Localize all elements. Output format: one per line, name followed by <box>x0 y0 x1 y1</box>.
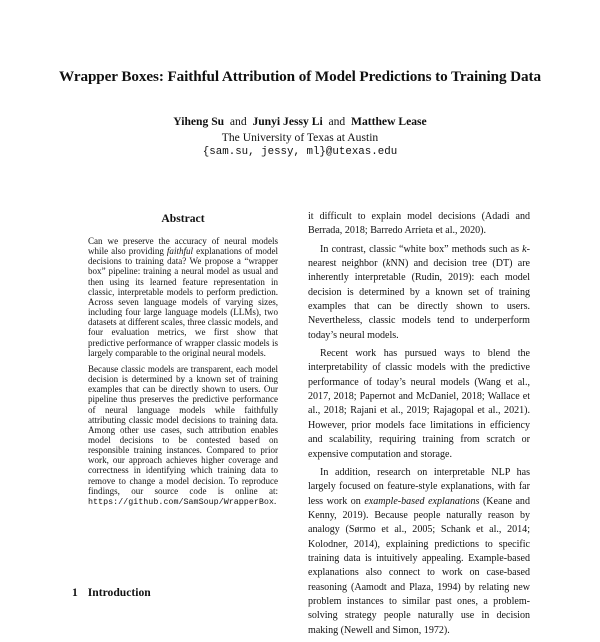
paper-title: Wrapper Boxes: Faithful Attribution of Model Predictions to Training Data <box>59 68 541 85</box>
abstract-paragraph-2: Because classic models are transparent, each model decision is determined by a known set of training examples that can be directly shown to users. Our pipeline thus preserves the predictive performance of neural language models while faithfully attributing classic model decisions to training data. Among other use cases, such attribution enables model decisions to be contested based on responsible training instances. Compared to prior work, our approach achieves higher coverage and correctness in identifying which training data to remove to change a model decision. To reproduce findings, our source code is online at: https://github.com/SamSoup/WrapperBox. <box>88 363 278 507</box>
author-3: Matthew Lease <box>351 115 427 128</box>
author-1: Yiheng Su <box>173 115 225 128</box>
section-title: Introduction <box>87 586 151 599</box>
section-heading-introduction <box>72 586 151 599</box>
abstract-emphasis: faithful <box>166 246 194 257</box>
abstract-paragraph-1: Can we preserve the accuracy of neural models while also providing faithful explanations of model decisions to training data? We propose a “wrapper box” pipeline: training a neural model as usual and then using its learned feature representation in classic, interpretable models to perform prediction. Across seven language models of varying sizes, including four large language models (LLMs), two datasets at different scales, three classic models, and four evaluation metrics, we first show that predictive performance of wrapper classic models is largely comparable to the original neural models. <box>88 236 278 358</box>
author-2: Junyi Jessy Li <box>252 115 323 128</box>
abstract-heading: Abstract <box>161 212 205 225</box>
right-paragraph-1: In contrast, classic “white box” methods such as k-nearest neighbor (kNN) and decision tree (DT) are inherently interpretable (Rudin, 2019): each model decision is determined by a known set of training examples that can be directly shown to users. Nevertheless, classic models tend to underperform today’s neural models. <box>308 243 530 341</box>
source-code-link[interactable]: https://github.com/SamSoup/WrapperBox <box>88 496 274 507</box>
right-column-body <box>308 210 530 642</box>
right-paragraph-2: Recent work has pursued ways to blend the interpretability of classic models with the predictive performance of today’s neural models (Wang et al., 2017, 2018; Papernot and McDaniel, 2018; Wallace et al., 2018; Rajani et al., 2019; Rajagopal et al., 2021). However, prior models face limitations in efficiency and scalability, requiring training from scratch or expensive computation and storage. <box>308 348 530 460</box>
right-paragraph-0: it difficult to explain model decisions (Adadi and Berrada, 2018; Barredo Arrieta et al., 2020). <box>308 211 530 237</box>
example-based-emphasis: example-based explanations <box>364 495 480 507</box>
author-and-1: and <box>229 115 247 128</box>
author-line <box>40 115 560 128</box>
abstract-body <box>88 236 278 513</box>
right-paragraph-3: In addition, research on interpretable NLP has largely focused on feature-style explanations, with far less work on example-based explanations (Keane and Kenny, 2019). Because people naturally reason by analogy (Sørmo et al., 2005; Schank et al., 2014; Kolodner, 2014), explaining predictions to specific training data is intuitively appealing. Example-based explanations also connect to work on case-based reasoning (Aamodt and Plaza, 1994) by relating new problem instances to similar past ones, a problem-solving strategy people naturally use in decision making (Newell and Simon, 1972). <box>308 466 530 636</box>
author-emails: {sam.su, jessy, ml}@utexas.edu <box>202 146 398 158</box>
author-and-2: and <box>328 115 346 128</box>
affiliation: The University of Texas at Austin <box>221 131 379 144</box>
section-number: 1 <box>72 586 78 599</box>
